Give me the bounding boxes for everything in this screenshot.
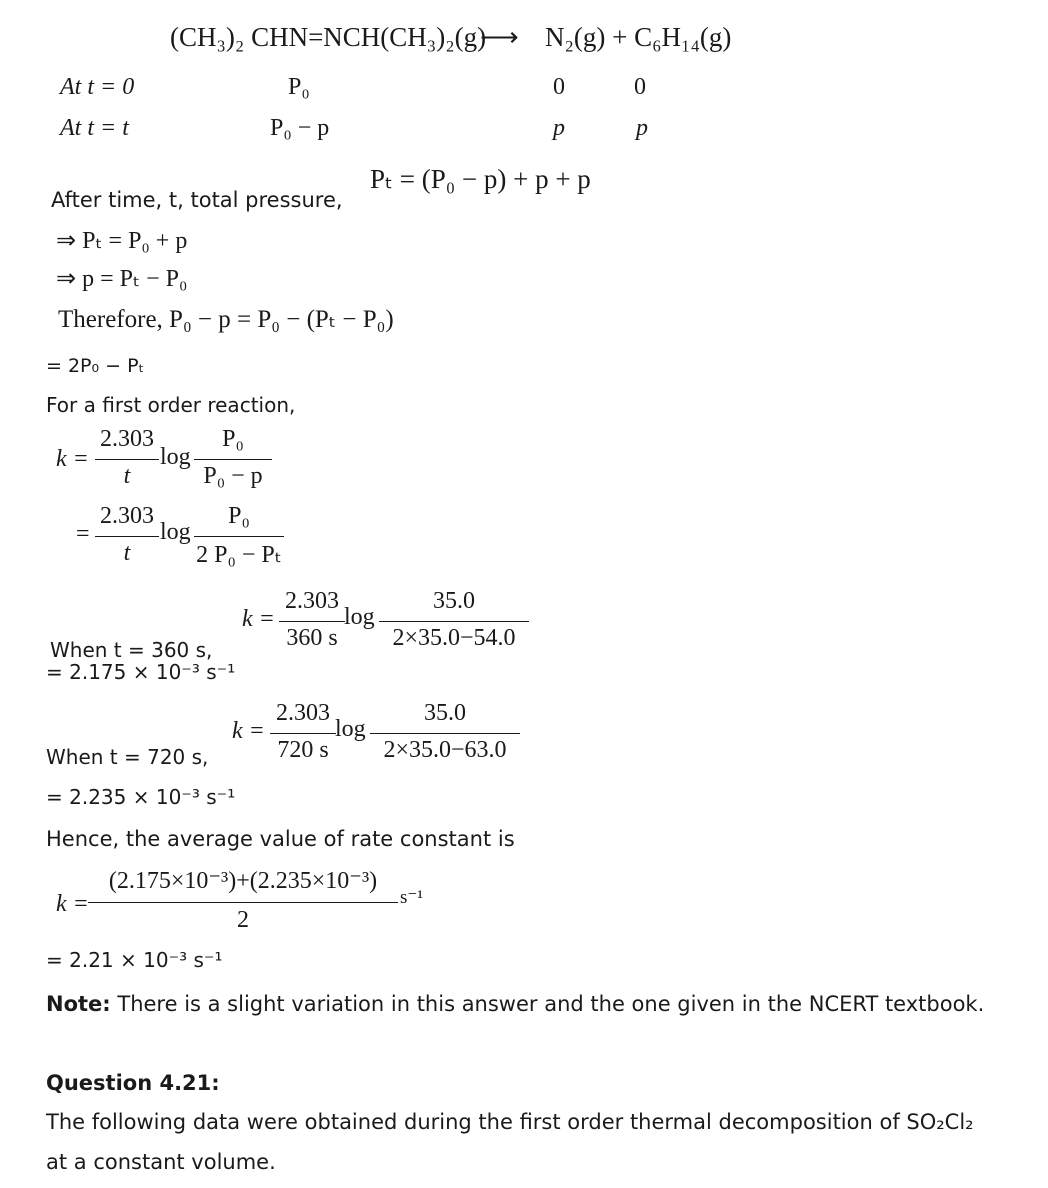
fraction-2303-over-t-1 bbox=[95, 426, 159, 496]
denominator: 2×35.0−63.0 bbox=[383, 737, 507, 763]
k-result-360: = 2.175 × 10⁻³ s⁻¹ bbox=[46, 660, 236, 684]
fraction-35-over-2x35-63 bbox=[370, 700, 520, 770]
note-label: Note: bbox=[46, 992, 111, 1016]
k-symbol-720: k = bbox=[232, 718, 265, 744]
first-order-intro: For a first order reaction, bbox=[46, 393, 296, 417]
denominator: t bbox=[123, 463, 131, 489]
fraction-2303-over-720 bbox=[270, 700, 336, 770]
fraction-bar bbox=[379, 621, 529, 622]
when-t-360: When t = 360 s, bbox=[50, 638, 213, 662]
denominator: t bbox=[123, 540, 131, 566]
fraction-p0-over-2p0-minus-pt bbox=[194, 503, 284, 573]
fraction-bar bbox=[88, 902, 398, 903]
numerator: P₀ bbox=[222, 426, 244, 452]
p-equation: ⇒ p = Pₜ − P₀ bbox=[56, 266, 188, 292]
denominator: 2 bbox=[237, 907, 249, 933]
total-pressure-equation: Pₜ = (P₀ − p) + p + p bbox=[370, 164, 591, 194]
row1-c6: 0 bbox=[634, 74, 646, 100]
log-360: log bbox=[344, 604, 375, 630]
row2-label: At t = t bbox=[60, 115, 129, 141]
note bbox=[46, 992, 984, 1016]
question-title: Question 4.21: bbox=[46, 1071, 220, 1095]
average-fraction bbox=[88, 866, 398, 940]
average-intro: Hence, the average value of rate constant is bbox=[46, 827, 515, 851]
k-symbol-average: k = bbox=[56, 891, 89, 917]
after-time-text: After time, t, total pressure, bbox=[51, 188, 343, 212]
when-t-720: When t = 720 s, bbox=[46, 745, 209, 769]
row2-reactant: P₀ − p bbox=[270, 115, 330, 141]
numerator: 35.0 bbox=[433, 588, 475, 614]
numerator: P₀ bbox=[228, 503, 250, 529]
row2-n2: p bbox=[553, 115, 565, 141]
fraction-bar bbox=[95, 459, 159, 460]
k-symbol-360: k = bbox=[242, 606, 275, 632]
row1-label: At t = 0 bbox=[60, 74, 135, 100]
fraction-bar bbox=[270, 733, 336, 734]
fraction-2303-over-360 bbox=[279, 588, 345, 658]
denominator: 2×35.0−54.0 bbox=[392, 625, 516, 651]
numerator: 2.303 bbox=[276, 700, 330, 726]
numerator: 2.303 bbox=[100, 503, 154, 529]
average-result: = 2.21 × 10⁻³ s⁻¹ bbox=[46, 948, 223, 972]
row2-c6: p bbox=[636, 115, 648, 141]
reaction-arrow: ⟶ bbox=[480, 22, 519, 52]
simplified-expression: = 2P₀ − Pₜ bbox=[46, 355, 145, 377]
question-text-line-1: The following data were obtained during the first order thermal decomposition of SO₂Cl₂ bbox=[46, 1110, 974, 1134]
reaction-left: (CH₃)₂ CHN=NCH(CH₃)₂(g) bbox=[170, 22, 487, 52]
numerator: 35.0 bbox=[424, 700, 466, 726]
question-text-line-2: at a constant volume. bbox=[46, 1150, 276, 1174]
row1-reactant: P₀ bbox=[288, 74, 310, 100]
denominator: 720 s bbox=[277, 737, 329, 763]
log-720: log bbox=[335, 716, 366, 742]
row1-n2: 0 bbox=[553, 74, 565, 100]
k-symbol-1: k = bbox=[56, 446, 89, 472]
denominator: 2 P₀ − Pₜ bbox=[196, 542, 282, 568]
reaction-right: N₂(g) + C₆H₁₄(g) bbox=[545, 22, 732, 52]
log-2: log bbox=[160, 519, 191, 545]
fraction-2303-over-t-2 bbox=[95, 503, 159, 573]
pt-equation: ⇒ Pₜ = P₀ + p bbox=[56, 228, 188, 254]
fraction-bar bbox=[194, 536, 284, 537]
fraction-bar bbox=[279, 621, 345, 622]
denominator: P₀ − p bbox=[203, 463, 263, 489]
log-1: log bbox=[160, 444, 191, 470]
numerator: (2.175×10⁻³)+(2.235×10⁻³) bbox=[108, 868, 378, 894]
numerator: 2.303 bbox=[100, 426, 154, 452]
fraction-bar bbox=[194, 459, 272, 460]
fraction-bar bbox=[95, 536, 159, 537]
fraction-bar bbox=[370, 733, 520, 734]
fraction-35-over-2x35-54 bbox=[379, 588, 529, 658]
k-result-720: = 2.235 × 10⁻³ s⁻¹ bbox=[46, 785, 236, 809]
numerator: 2.303 bbox=[285, 588, 339, 614]
average-unit: s⁻¹ bbox=[400, 887, 424, 908]
therefore-equation: Therefore, P₀ − p = P₀ − (Pₜ − P₀) bbox=[58, 306, 394, 333]
denominator: 360 s bbox=[286, 625, 338, 651]
equals-sign: = bbox=[76, 521, 90, 547]
note-text: There is a slight variation in this answer and the one given in the NCERT textbook. bbox=[110, 992, 985, 1016]
fraction-p0-over-p0-minus-p bbox=[194, 426, 272, 496]
